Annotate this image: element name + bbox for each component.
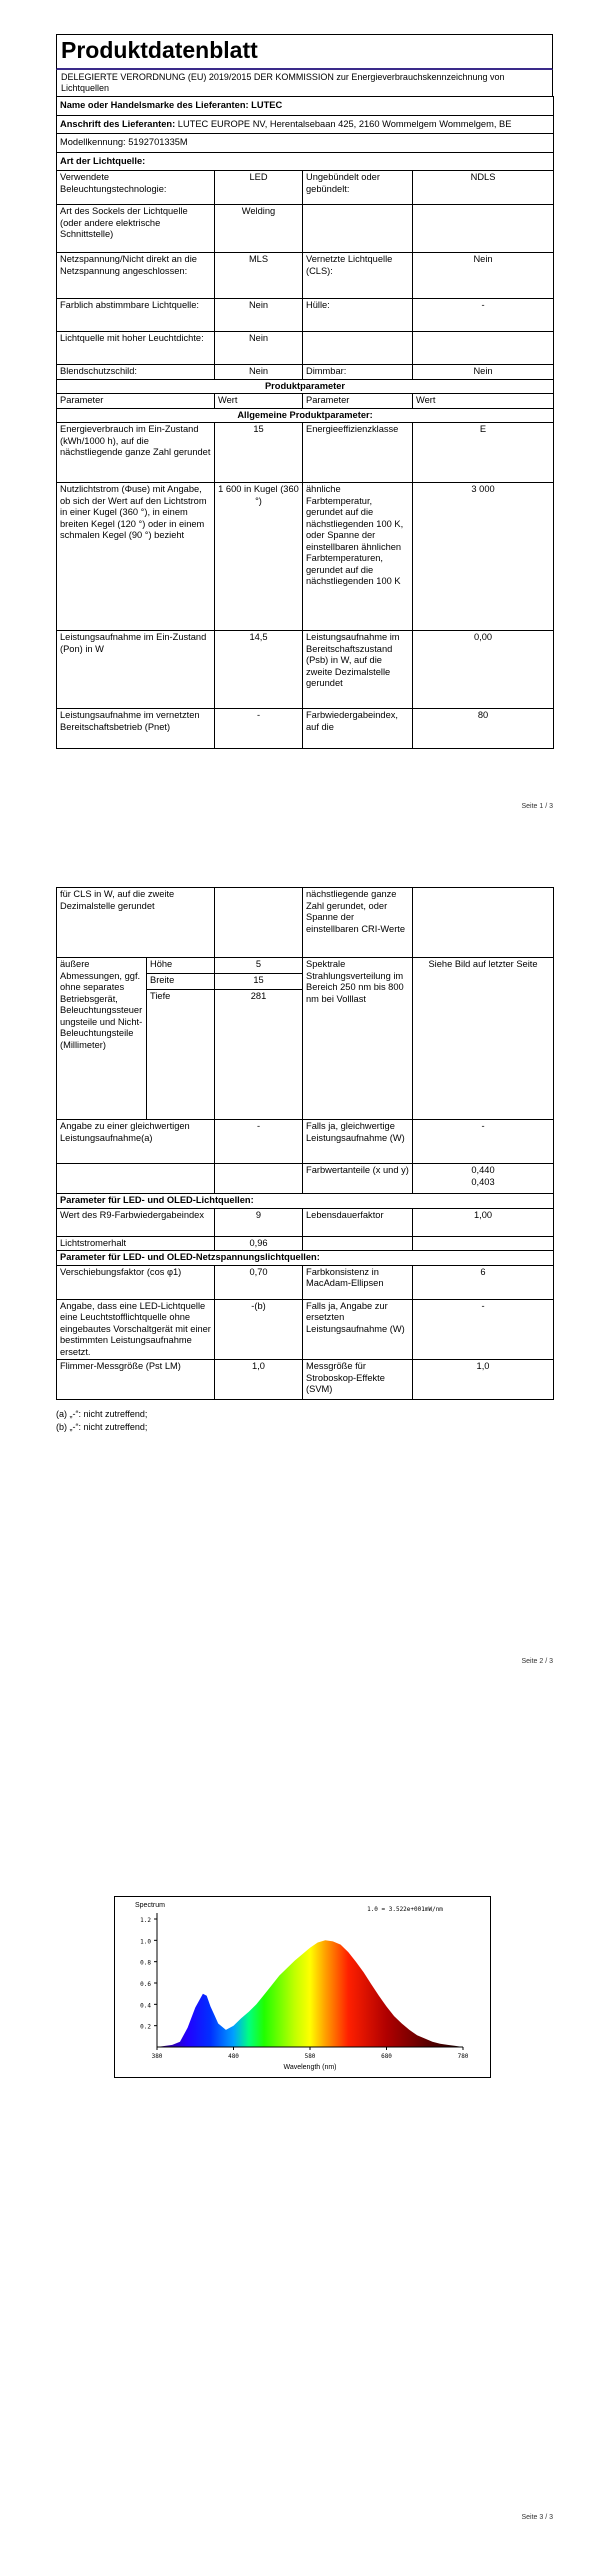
model-id: Modellkennung: 5192701335M xyxy=(57,134,554,153)
section-heading: Parameter für LED- und OLED-Netzspannungslichtquellen: xyxy=(57,1251,554,1266)
cell: Nutzlichtstrom (Φuse) mit Angabe, ob sich der Wert auf den Lichtstrom in einer Kugel (360 °), in einem breiten Kegel (120 °) oder in einem schmalen Kegel (90 °) bezieht xyxy=(57,483,215,631)
chart-annotation: 1.0 = 3.522e+001mW/nm xyxy=(367,1906,443,1913)
cell xyxy=(303,1236,413,1251)
cell xyxy=(303,205,413,253)
cell: - xyxy=(413,1299,554,1360)
cell: 0,00 xyxy=(413,631,554,709)
page-3 xyxy=(0,1706,603,2559)
cell: Dimmbar: xyxy=(303,365,413,380)
cell: Netzspannung/Nicht direkt an die Netzspannung angeschlossen: xyxy=(57,253,215,299)
cell: 1,00 xyxy=(413,1208,554,1236)
cell: nächstliegende ganze Zahl gerundet, oder Spanne der einstellbaren CRI-Werte xyxy=(303,888,413,958)
cell: Messgröße für Stroboskop-Effekte (SVM) xyxy=(303,1360,413,1400)
supplier-address-label: Anschrift des Lieferanten: xyxy=(60,118,176,129)
header-cell: Parameter xyxy=(57,394,215,409)
cell: MLS xyxy=(215,253,303,299)
cell xyxy=(413,1164,554,1194)
cell: Breite xyxy=(147,974,215,990)
header-cell: Wert xyxy=(413,394,554,409)
x-axis-label: Wavelength (nm) xyxy=(283,2064,337,2071)
cell xyxy=(57,1164,215,1194)
x-tick-label: 680 xyxy=(381,2053,392,2060)
cell: - xyxy=(215,709,303,749)
chroma-x: 0,440 xyxy=(471,1165,495,1175)
section-heading: Allgemeine Produktparameter: xyxy=(57,408,554,423)
spectrum-chart xyxy=(114,1896,491,2078)
cell: 5 xyxy=(215,958,303,974)
cell xyxy=(215,1164,303,1194)
cell: 0,70 xyxy=(215,1265,303,1299)
cell: Ungebündelt oder gebündelt: xyxy=(303,171,413,205)
cell: 3 000 xyxy=(413,483,554,631)
cell: Nein xyxy=(413,253,554,299)
cell: ähnliche Farbtemperatur, gerundet auf die nächstliegenden 100 K, oder Spanne der einstellbaren ähnlichen Farbtemperaturen, gerundet auf die nächstliegenden 100 K xyxy=(303,483,413,631)
page-title: Produktdatenblatt xyxy=(56,34,553,70)
info-table xyxy=(56,96,554,749)
section-heading: Produktparameter xyxy=(57,379,554,394)
cell: Blendschutzschild: xyxy=(57,365,215,380)
cell: 80 xyxy=(413,709,554,749)
x-tick-label: 480 xyxy=(228,2053,239,2060)
y-tick-label: 1.2 xyxy=(140,1917,151,1924)
cell xyxy=(413,332,554,365)
cell: Farbwiedergabeindex, auf die xyxy=(303,709,413,749)
chroma-y: 0,403 xyxy=(471,1176,495,1187)
page-number: Seite 2 / 3 xyxy=(521,1658,553,1665)
cell: Energieeffizienzklasse xyxy=(303,423,413,483)
cell: LED xyxy=(215,171,303,205)
cell: Spektrale Strahlungsverteilung im Bereich 250 nm bis 800 nm bei Volllast xyxy=(303,958,413,1120)
y-tick-label: 0.6 xyxy=(140,1981,151,1988)
cell: Vernetzte Lichtquelle (CLS): xyxy=(303,253,413,299)
spectrum-area xyxy=(157,1940,463,2047)
cell: Falls ja, gleichwertige Leistungsaufnahme (W) xyxy=(303,1120,413,1164)
cell: 281 xyxy=(215,990,303,1120)
header-cell: Parameter xyxy=(303,394,413,409)
cell: für CLS in W, auf die zweite Dezimalstelle gerundet xyxy=(57,888,215,958)
cell: Tiefe xyxy=(147,990,215,1120)
y-tick-label: 0.8 xyxy=(140,1959,151,1967)
cell: Leistungsaufnahme im Bereitschaftszustand (Psb) in W, auf die zweite Dezimalstelle gerundet xyxy=(303,631,413,709)
page-1 xyxy=(0,0,603,853)
cell: Nein xyxy=(413,365,554,380)
cell: 14,5 xyxy=(215,631,303,709)
page-number: Seite 1 / 3 xyxy=(521,803,553,810)
chart-title: Spectrum xyxy=(135,1902,165,1909)
cell: 1,0 xyxy=(413,1360,554,1400)
cell: Flimmer-Messgröße (Pst LM) xyxy=(57,1360,215,1400)
cell: 0,96 xyxy=(215,1236,303,1251)
cell: Nein xyxy=(215,332,303,365)
cell: Welding xyxy=(215,205,303,253)
cell: 6 xyxy=(413,1265,554,1299)
section-heading: Parameter für LED- und OLED-Lichtquellen: xyxy=(57,1194,554,1209)
cell: Angabe, dass eine LED-Lichtquelle eine Leuchtstofflichtquelle ohne eingebautes Vorschaltgerät mit einer bestimmten Leistungsaufnahme ersetzt. xyxy=(57,1299,215,1360)
cell xyxy=(215,888,303,958)
cell: Angabe zu einer gleichwertigen Leistungsaufnahme(a) xyxy=(57,1120,215,1164)
footnote-a: (a) „-“: nicht zutreffend; xyxy=(56,1409,148,1419)
cell: - xyxy=(215,1120,303,1164)
cell: Hülle: xyxy=(303,299,413,332)
y-tick-label: 1.0 xyxy=(140,1938,151,1946)
cell: Energieverbrauch im Ein-Zustand (kWh/1000 h), auf die nächstliegende ganze Zahl gerundet xyxy=(57,423,215,483)
cell: Leistungsaufnahme im Ein-Zustand (Pon) in W xyxy=(57,631,215,709)
params-table-continued xyxy=(56,887,554,1400)
cell: Verschiebungsfaktor (cos φ1) xyxy=(57,1265,215,1299)
cell: Lebensdauerfaktor xyxy=(303,1208,413,1236)
cell: Höhe xyxy=(147,958,215,974)
cell xyxy=(413,205,554,253)
cell: - xyxy=(413,299,554,332)
supplier-address xyxy=(57,115,554,134)
cell: Siehe Bild auf letzter Seite xyxy=(413,958,554,1120)
cell xyxy=(413,1236,554,1251)
cell: 15 xyxy=(215,423,303,483)
cell: Falls ja, Angabe zur ersetzten Leistungsaufnahme (W) xyxy=(303,1299,413,1360)
cell: 1,0 xyxy=(215,1360,303,1400)
cell: - xyxy=(413,1120,554,1164)
cell: äußere Abmessungen, ggf. ohne separates Betriebsgerät, Beleuchtungssteuerungsteile und Nicht-Beleuchtungsteile (Millimeter) xyxy=(57,958,147,1120)
x-tick-label: 380 xyxy=(151,2053,163,2060)
regulation-text: DELEGIERTE VERORDNUNG (EU) 2019/2015 DER KOMMISSION zur Energieverbrauchskennzeichnung von Lichtquellen xyxy=(56,70,553,96)
datasheet-page-2 xyxy=(56,887,553,1434)
cell: 1 600 in Kugel (360 °) xyxy=(215,483,303,631)
cell: Farblich abstimmbare Lichtquelle: xyxy=(57,299,215,332)
cell: Lichtstromerhalt xyxy=(57,1236,215,1251)
y-tick-label: 0.2 xyxy=(140,2023,151,2031)
datasheet-page-1 xyxy=(56,34,553,749)
cell: Wert des R9-Farbwiedergabeindex xyxy=(57,1208,215,1236)
cell: Farbwertanteile (x und y) xyxy=(303,1164,413,1194)
y-tick-label: 0.4 xyxy=(140,2002,151,2010)
cell: NDLS xyxy=(413,171,554,205)
cell xyxy=(303,332,413,365)
cell: 9 xyxy=(215,1208,303,1236)
cell: Nein xyxy=(215,365,303,380)
header-cell: Wert xyxy=(215,394,303,409)
cell: Art des Sockels der Lichtquelle (oder andere elektrische Schnittstelle) xyxy=(57,205,215,253)
page-number: Seite 3 / 3 xyxy=(521,2514,553,2521)
supplier-name: Name oder Handelsmarke des Lieferanten: LUTEC xyxy=(57,97,554,116)
spectrum-svg xyxy=(115,1897,490,2077)
cell: E xyxy=(413,423,554,483)
cell: Verwendete Beleuchtungstechnologie: xyxy=(57,171,215,205)
cell: 15 xyxy=(215,974,303,990)
cell xyxy=(413,888,554,958)
x-tick-label: 780 xyxy=(457,2053,469,2060)
supplier-address-value: LUTEC EUROPE NV, Herentalsebaan 425, 2160 Wommelgem Wommelgem, BE xyxy=(175,118,512,129)
page-2 xyxy=(0,853,603,1706)
x-tick-label: 580 xyxy=(304,2053,316,2060)
cell: Farbkonsistenz in MacAdam-Ellipsen xyxy=(303,1265,413,1299)
cell: -(b) xyxy=(215,1299,303,1360)
cell: Leistungsaufnahme im vernetzten Bereitschaftsbetrieb (Pnet) xyxy=(57,709,215,749)
cell: Nein xyxy=(215,299,303,332)
cell: Lichtquelle mit hoher Leuchtdichte: xyxy=(57,332,215,365)
footnote-b: (b) „-“: nicht zutreffend; xyxy=(56,1422,148,1432)
light-source-type: Art der Lichtquelle: xyxy=(57,152,554,171)
